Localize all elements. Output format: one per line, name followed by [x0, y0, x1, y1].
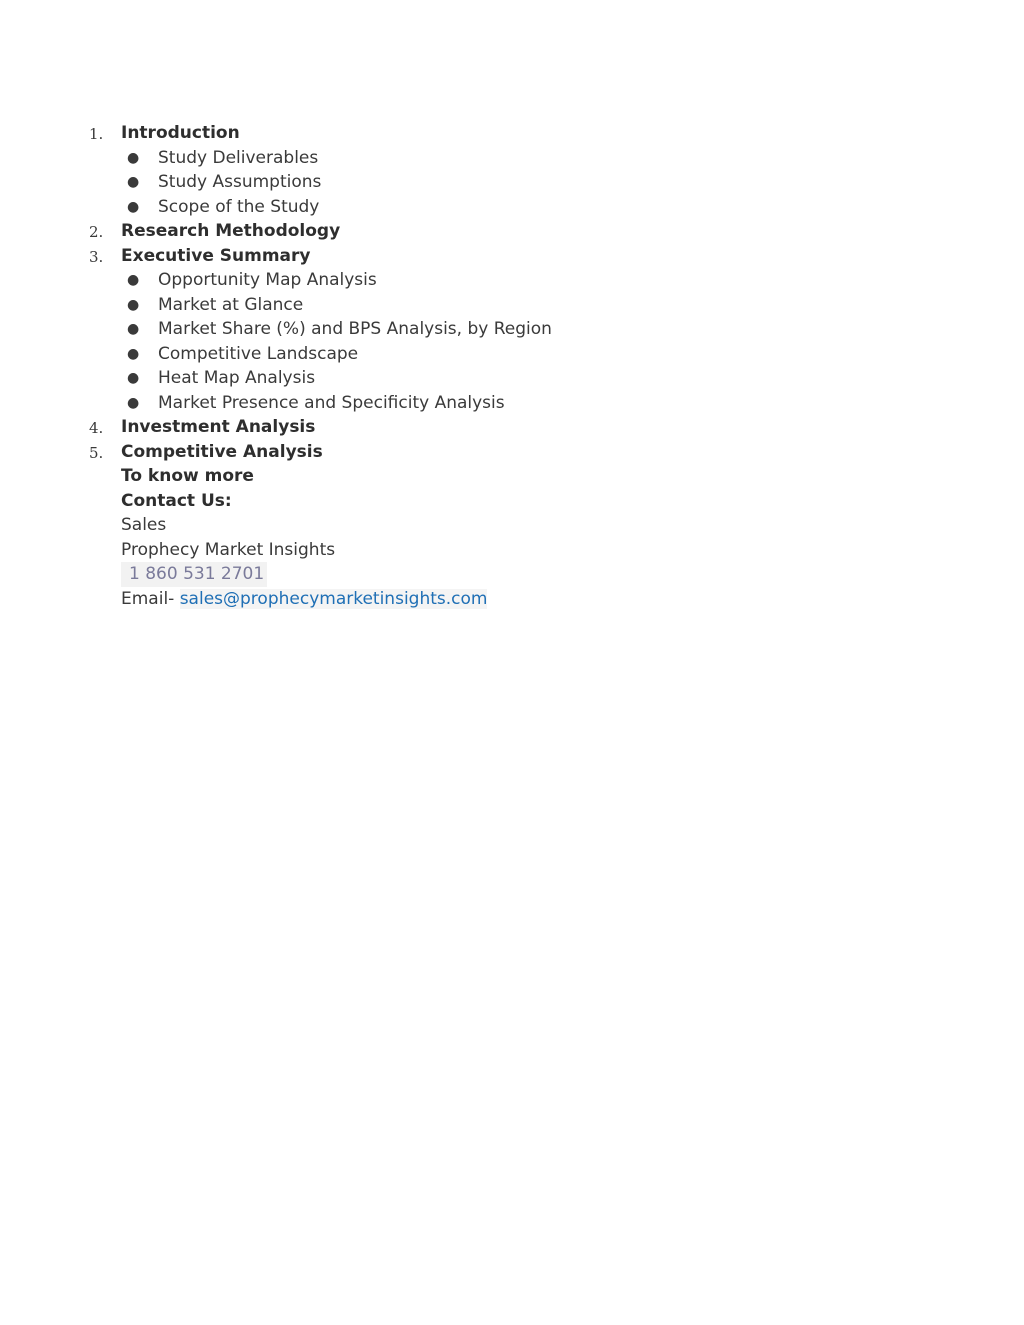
- subsection-label: Heat Map Analysis: [158, 368, 316, 388]
- section-number: 3.: [89, 247, 104, 266]
- bullet-icon: ●: [127, 149, 140, 166]
- bullet-icon: ●: [127, 370, 140, 386]
- phone-line: [0, 562, 1024, 587]
- list-item: [0, 268, 1024, 293]
- list-item: [0, 366, 1024, 391]
- bullet-icon: ●: [127, 394, 140, 411]
- list-item: [0, 391, 1024, 416]
- know-more-line: [0, 464, 1024, 489]
- contact-us-line: [0, 489, 1024, 514]
- section-number: 2.: [89, 223, 104, 241]
- subsection-label: Market Presence and Specificity Analysis: [158, 392, 505, 413]
- know-more-text: To know more: [121, 466, 254, 486]
- subsection-label: Study Assumptions: [158, 172, 322, 192]
- subsection-label: Market at Glance: [158, 294, 304, 315]
- list-item: [0, 342, 1024, 367]
- toc-section-competitive-analysis: [0, 440, 1024, 465]
- list-item: [0, 317, 1024, 342]
- email-label: Email-: [121, 588, 180, 609]
- section-number: 4.: [89, 419, 104, 437]
- section-title: Executive Summary: [121, 245, 311, 266]
- subsection-label: Competitive Landscape: [158, 343, 359, 364]
- bullet-icon: ●: [127, 198, 140, 215]
- phone-number[interactable]: 1 860 531 2701: [121, 562, 267, 587]
- toc-section-introduction: [0, 121, 1024, 146]
- bullet-icon: ●: [127, 272, 140, 288]
- bullet-icon: ●: [127, 321, 140, 337]
- bullet-icon: ●: [127, 174, 140, 190]
- section-title: Research Methodology: [121, 221, 341, 241]
- section-number: 5.: [89, 443, 104, 462]
- email-line: [0, 587, 1024, 612]
- toc-section-investment-analysis: [0, 415, 1024, 440]
- section-title: Investment Analysis: [121, 417, 316, 437]
- section-title: Introduction: [121, 123, 240, 143]
- contact-us-heading: Contact Us:: [121, 490, 232, 511]
- list-item: [0, 170, 1024, 195]
- list-item: [0, 146, 1024, 171]
- list-item: [0, 293, 1024, 318]
- subsection-label: Opportunity Map Analysis: [158, 270, 377, 290]
- company-line: [0, 538, 1024, 563]
- toc-section-research-methodology: [0, 219, 1024, 244]
- bullet-icon: ●: [127, 345, 140, 362]
- bullet-icon: ●: [127, 296, 140, 313]
- list-item: [0, 195, 1024, 220]
- subsection-label: Study Deliverables: [158, 147, 319, 168]
- subsection-label: Scope of the Study: [158, 196, 320, 217]
- section-number: 1.: [89, 125, 104, 143]
- email-link[interactable]: sales@prophecymarketinsights.com: [179, 588, 488, 609]
- table-of-contents: [0, 121, 1024, 611]
- subsection-label: Market Share (%) and BPS Analysis, by Region: [158, 319, 552, 339]
- email-row: [121, 587, 487, 612]
- department-line: [0, 513, 1024, 538]
- section-title: Competitive Analysis: [121, 441, 323, 462]
- company-name: Prophecy Market Insights: [121, 539, 336, 560]
- department-text: Sales: [121, 515, 167, 535]
- toc-section-executive-summary: [0, 244, 1024, 269]
